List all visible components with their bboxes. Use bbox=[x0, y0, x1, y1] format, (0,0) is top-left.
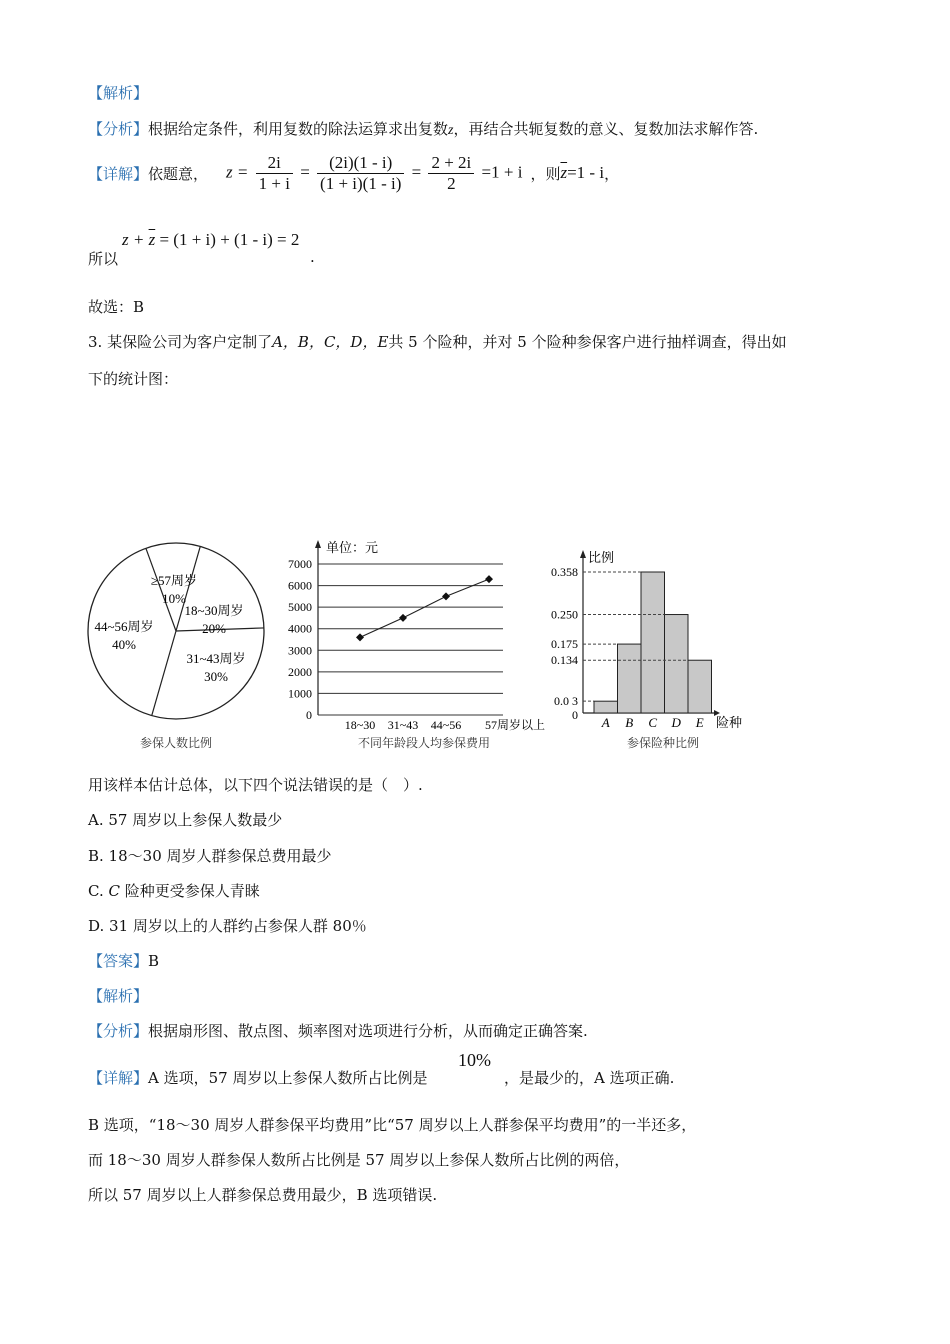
y-axis-arrow bbox=[315, 540, 321, 548]
xiangjie-tag: 【详解】 bbox=[88, 164, 149, 183]
x-tick-label: 44~56 bbox=[430, 718, 462, 732]
question-3-line-1: 3. 某保险公司为客户定制了A，B，C，D，E共 5 个险种，并对 5 个险种参保客户进行抽样调查，得出如 bbox=[88, 333, 787, 351]
fenxi-text-b: ，再结合共轭复数的意义、复数加法求解作答. bbox=[453, 120, 759, 138]
pie-slice-label: ≥57周岁 bbox=[150, 573, 198, 588]
conjugate-z: $\overline{z}$ bbox=[560, 163, 568, 182]
answer-value: B bbox=[148, 952, 160, 970]
statistics-figures bbox=[0, 530, 950, 780]
x-axis-label: 险种 bbox=[716, 715, 743, 730]
y-tick-label: 0.250 bbox=[551, 607, 578, 622]
y-tick-label: 5000 bbox=[288, 600, 312, 615]
y-tick-label: 6000 bbox=[288, 578, 312, 593]
pie-slice-label: 31~43周岁 bbox=[186, 651, 246, 666]
analysis-heading-2: 【解析】 bbox=[88, 987, 149, 1005]
b-explanation-2: 而 18～30 周岁人群参保人数所占比例是 57 周岁以上参保人数所占比例的两倍， bbox=[88, 1151, 630, 1169]
option-a: A. 57 周岁以上参保人数最少 bbox=[88, 811, 283, 829]
analysis-paragraph bbox=[88, 118, 758, 139]
x-tick-label: 18~30 bbox=[344, 718, 376, 732]
pie-slice-value: 40% bbox=[112, 637, 136, 652]
answer-line-1: 故选：B bbox=[88, 298, 145, 316]
fenxi-text-a: 根据给定条件，利用复数的除法运算求出复数 bbox=[148, 120, 449, 138]
sum-equation: $z + \overline{z} = (1 + i) + (1 - i) = 2$ bbox=[122, 230, 300, 249]
eq-lhs: z = bbox=[226, 161, 249, 181]
pie-slice-label: 18~30周岁 bbox=[184, 603, 244, 618]
data-point bbox=[442, 592, 450, 600]
y-tick-label: 0 bbox=[306, 708, 312, 722]
pie-slice-label: 44~56周岁 bbox=[94, 619, 154, 634]
fraction-2: $\frac{(2i)(1 - i)}{(1 + i)(1 - i)}$ bbox=[317, 153, 404, 194]
data-point bbox=[399, 614, 407, 622]
y-axis-label: 单位：元 bbox=[326, 540, 379, 555]
data-point bbox=[356, 633, 364, 641]
y-tick-label: 0.175 bbox=[551, 637, 578, 652]
pie-slice-value: 10% bbox=[162, 591, 186, 606]
y-tick-label: 0.134 bbox=[551, 653, 578, 668]
question-prompt: 用该样本估计总体，以下四个说法错误的是（ ）. bbox=[88, 776, 423, 794]
x-tick-label: C bbox=[648, 715, 658, 730]
pie-chart bbox=[88, 543, 264, 719]
pie-slice-value: 30% bbox=[204, 669, 228, 684]
x-tick-label: 57周岁以上 bbox=[484, 718, 546, 732]
fraction-3: $\frac{2 + 2i}{2}$ bbox=[428, 153, 474, 194]
option-b: B. 18～30 周岁人群参保总费用最少 bbox=[88, 847, 332, 865]
y-tick-label: 0.358 bbox=[551, 565, 578, 579]
question-3-line-2: 下的统计图： bbox=[88, 370, 179, 388]
pie-slice-value: 20% bbox=[202, 621, 226, 636]
then-text: ，则 bbox=[530, 164, 561, 183]
y-tick-label: 0.0 3 bbox=[554, 694, 578, 709]
line-caption: 不同年龄段人均参保费用 bbox=[357, 736, 491, 750]
b-explanation-3: 所以 57 周岁以上人群参保总费用最少，B 选项错误. bbox=[88, 1186, 438, 1204]
bar-caption: 参保险种比例 bbox=[626, 736, 700, 750]
y-tick-label: 1000 bbox=[288, 686, 312, 701]
x-tick-label: E bbox=[695, 715, 704, 730]
y-axis-arrow bbox=[580, 550, 586, 558]
xiangjie-text: 依题意， bbox=[148, 164, 209, 183]
ten-percent: 10% bbox=[458, 1050, 491, 1070]
pie-caption: 参保人数比例 bbox=[139, 736, 213, 750]
x-tick-label: D bbox=[671, 715, 681, 730]
fraction-1: $\frac{2i}{1 + i}$ bbox=[256, 153, 293, 194]
bar bbox=[688, 660, 712, 713]
option-c: C. C 险种更受参保人青睐 bbox=[88, 882, 260, 900]
bar bbox=[641, 572, 665, 713]
bar bbox=[618, 644, 642, 713]
equation-division: z = $\frac{2i}{1 + i}$ = $\frac{(2i)(1 - i)}{(1 + i)(1 - i)}$ = $\frac{2 + 2i}{2}$ =1 + i bbox=[226, 152, 523, 193]
suoyi-text: 所以 bbox=[88, 250, 119, 268]
fenxi-tag: 【分析】 bbox=[88, 120, 149, 138]
y-tick-label: 2000 bbox=[288, 664, 312, 679]
y-axis-label: 比例 bbox=[588, 550, 615, 565]
x-tick-label: 31~43 bbox=[387, 718, 419, 732]
line-chart bbox=[288, 540, 545, 732]
y-tick-label: 7000 bbox=[288, 557, 312, 571]
x-tick-label: B bbox=[625, 715, 634, 730]
x-tick-label: A bbox=[601, 715, 610, 730]
y-tick-label: 4000 bbox=[288, 621, 312, 636]
analysis-heading: 【解析】 bbox=[88, 84, 149, 102]
answer-line-2: 【答案】B bbox=[88, 952, 160, 970]
data-point bbox=[485, 575, 493, 583]
bar-chart bbox=[551, 550, 742, 730]
detail-equation-line: 【详解】 依题意， z = $\frac{2i}{1 + i}$ = $\frac{(2i)(1 - i)}{(1 + i)(1 - i)}$ = $\frac{2 + 2i}{2}$ =1 + i ，则 $\overline{z}$ =1 - i ， bbox=[88, 152, 620, 193]
var-z: z bbox=[448, 123, 454, 138]
y-tick-label: 0 bbox=[572, 708, 578, 722]
bar bbox=[594, 701, 618, 713]
question-letters: A，B，C，D，E bbox=[272, 333, 389, 351]
bar bbox=[665, 615, 689, 713]
conj-value: =1 - i bbox=[567, 163, 605, 182]
analysis-paragraph-2: 【分析】根据扇形图、散点图、频率图对选项进行分析，从而确定正确答案. bbox=[88, 1022, 588, 1040]
option-d: D. 31 周岁以上的人群约占参保人群 80％ bbox=[88, 917, 367, 935]
b-explanation-1: B 选项，“18～30 周岁人群参保平均费用”比“57 周岁以上人群参保平均费用”的一半还多， bbox=[88, 1116, 697, 1134]
y-tick-label: 3000 bbox=[288, 643, 312, 658]
